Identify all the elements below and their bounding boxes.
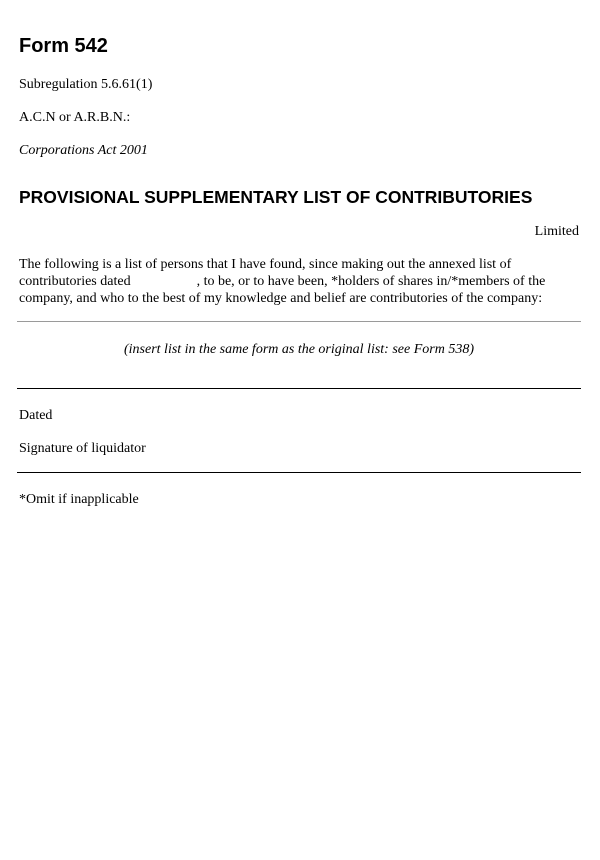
paragraph-line-1: The following is a list of persons that I have found, since making out the annexed list of	[19, 257, 512, 272]
section-divider-bottom	[17, 472, 581, 473]
signature-of-liquidator-label: Signature of liquidator	[19, 441, 146, 456]
insert-list-instruction: (insert list in the same form as the original list: see Form 538)	[124, 342, 474, 357]
acn-arbn-label: A.C.N or A.R.B.N.:	[19, 110, 131, 125]
section-divider-middle	[17, 388, 581, 389]
dated-label: Dated	[19, 408, 53, 423]
holders-members-text: , to be, or to have been, *holders of shares in/*members of the	[196, 274, 546, 289]
subregulation-reference: Subregulation 5.6.61(1)	[19, 77, 153, 92]
company-limited-label: Limited	[534, 224, 579, 239]
declaration-paragraph	[19, 256, 584, 307]
paragraph-line-2	[19, 273, 584, 290]
section-divider-top	[17, 321, 581, 322]
footnote-omit-if-inapplicable: *Omit if inapplicable	[19, 492, 139, 507]
act-reference: Corporations Act 2001	[19, 143, 148, 158]
document-heading: PROVISIONAL SUPPLEMENTARY LIST OF CONTRIBUTORIES	[19, 187, 533, 207]
paragraph-line-3: company, and who to the best of my knowledge and belief are contributories of the company:	[19, 291, 543, 306]
contributories-dated-text: contributories dated	[19, 274, 131, 289]
form-number-title: Form 542	[19, 35, 108, 57]
